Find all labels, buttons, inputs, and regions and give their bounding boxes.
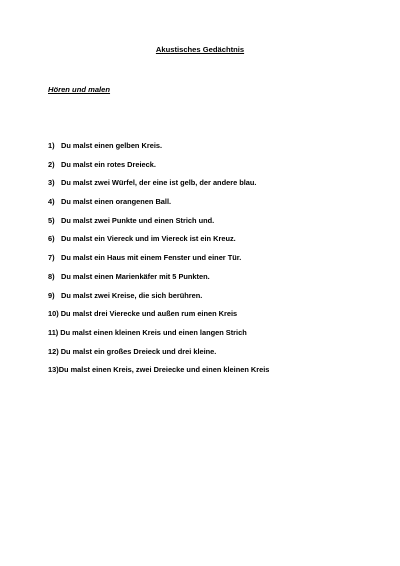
item-number: 4)	[48, 197, 55, 207]
item-number: 9)	[48, 290, 55, 300]
item-text: Du malst einen Marienkäfer mit 5 Punkten.	[61, 271, 210, 281]
item-number: 10)	[48, 309, 59, 319]
item-text: Du malst ein Haus mit einem Fenster und einer Tür.	[61, 253, 242, 263]
item-number: 12)	[48, 346, 59, 356]
list-item	[48, 291, 269, 310]
item-text: Du malst ein rotes Dreieck.	[61, 159, 156, 169]
list-item	[48, 328, 269, 347]
instruction-list	[48, 141, 269, 384]
list-item	[48, 216, 269, 235]
list-item	[48, 178, 269, 197]
item-number: 6)	[48, 234, 55, 244]
item-text: Du malst einen orangenen Ball.	[61, 197, 172, 207]
list-item	[48, 347, 269, 366]
item-number: 11)	[48, 327, 59, 337]
item-number: 7)	[48, 253, 55, 263]
item-text: Du malst zwei Punkte und einen Strich und.	[61, 215, 215, 225]
list-item	[48, 160, 269, 179]
item-text: Du malst zwei Kreise, die sich berühren.	[61, 290, 203, 300]
list-item	[48, 365, 269, 384]
item-text: Du malst einen kleinen Kreis und einen langen Strich	[60, 327, 247, 337]
item-number: 2)	[48, 159, 55, 169]
item-number: 3)	[48, 178, 55, 188]
item-text: Du malst drei Vierecke und außen rum einen Kreis	[60, 309, 238, 319]
item-text: Du malst ein großes Dreieck und drei kleine.	[60, 346, 217, 356]
item-number: 13)	[48, 365, 59, 375]
item-text: Du malst zwei Würfel, der eine ist gelb, der andere blau.	[61, 178, 257, 188]
list-item	[48, 197, 269, 216]
item-number: 8)	[48, 271, 55, 281]
list-item	[48, 272, 269, 291]
item-text: Du malst einen Kreis, zwei Dreiecke und einen kleinen Kreis	[58, 365, 270, 375]
item-number: 5)	[48, 215, 55, 225]
item-text: Du malst ein Viereck und im Viereck ist ein Kreuz.	[61, 234, 236, 244]
list-item	[48, 253, 269, 272]
list-item	[48, 234, 269, 253]
document-subtitle: Hören und malen	[48, 85, 111, 94]
document-title: Akustisches Gedächtnis	[155, 45, 245, 54]
item-text: Du malst einen gelben Kreis.	[61, 141, 163, 150]
list-item	[48, 309, 269, 328]
item-number: 1)	[48, 141, 55, 150]
list-item	[48, 141, 269, 160]
